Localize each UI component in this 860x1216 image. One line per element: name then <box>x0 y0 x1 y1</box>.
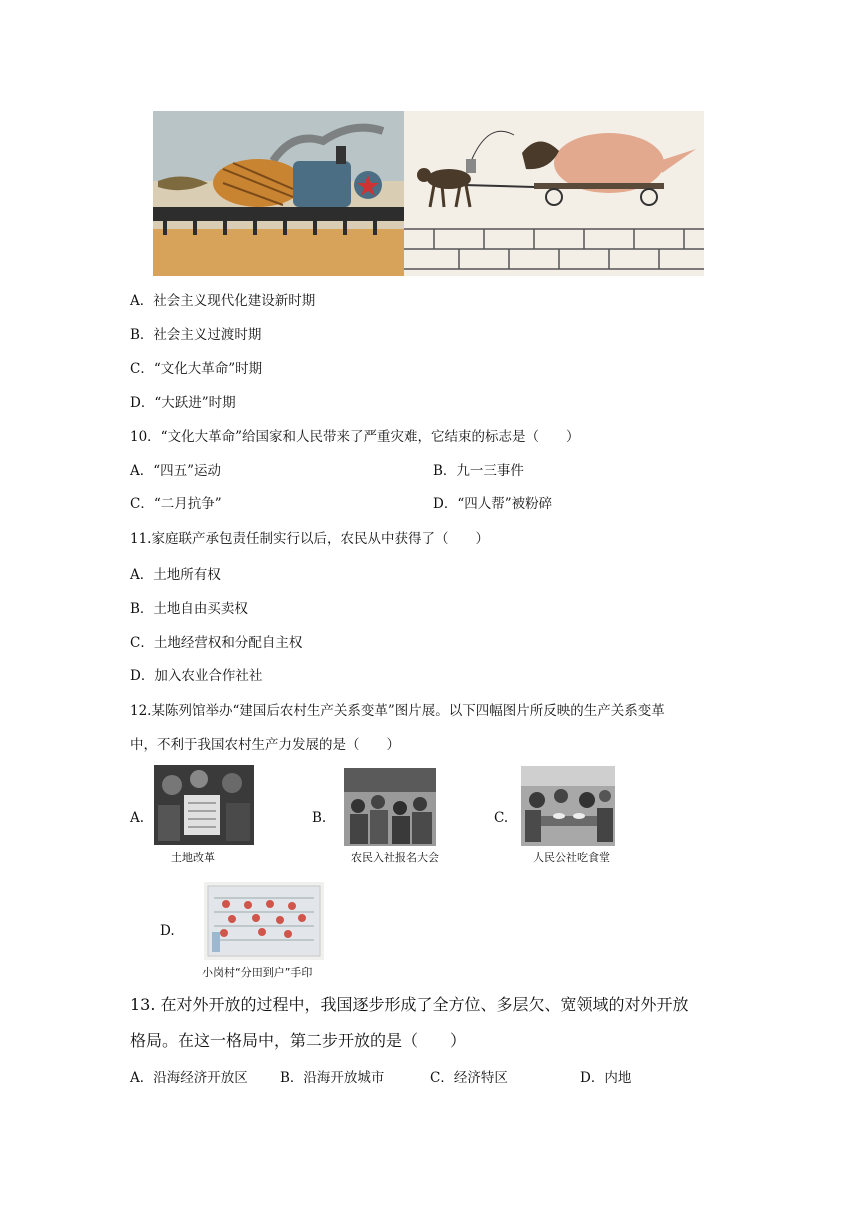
q13-option-d: D．内地 <box>580 1070 632 1086</box>
q12-option-a-caption: 土地改革 <box>171 851 215 864</box>
q12-stem-line1: 12.某陈列馆举办“建国后农村生产关系变革”图片展。以下四幅图片所反映的生产关系变革 <box>130 703 665 719</box>
q13-option-b: B．沿海开放城市 <box>280 1070 385 1086</box>
commune-canteen-photo <box>521 766 615 846</box>
q10-stem: 10．“文化大革命”给国家和人民带来了严重灾难，它结束的标志是（ ） <box>130 429 580 445</box>
q12-option-b-caption: 农民入社报名大会 <box>351 851 439 864</box>
q12-option-d-caption: 小岗村“分田到户”手印 <box>202 966 313 979</box>
q12-option-c-caption: 人民公社吃食堂 <box>533 851 610 864</box>
q12-option-d-letter: D. <box>160 923 175 939</box>
q10-option-c: C．“二月抗争” <box>130 496 222 512</box>
fingerprint-document-photo <box>204 882 324 960</box>
oxcart-cartoon-illustration <box>404 111 704 276</box>
q11-stem: 11.家庭联产承包责任制实行以后，农民从中获得了（ ） <box>130 531 489 547</box>
q12-option-a-letter: A. <box>130 810 145 826</box>
q9-option-c: C．“文化大革命”时期 <box>130 361 263 377</box>
q11-option-b: B．土地自由买卖权 <box>130 601 248 617</box>
q12-stem-line2: 中，不利于我国农村生产力发展的是（ ） <box>130 737 400 753</box>
q11-option-a: A．土地所有权 <box>130 567 221 583</box>
q13-stem-line1: 13. 在对外开放的过程中，我国逐步形成了全方位、多层欠、宽领域的对外开放 <box>130 995 689 1014</box>
cooperative-meeting-photo <box>344 768 436 846</box>
q13-stem-line2: 格局。在这一格局中，第二步开放的是（ ） <box>130 1031 467 1050</box>
q10-option-a: A．“四五”运动 <box>130 463 222 479</box>
q11-option-d: D．加入农业合作社社 <box>130 668 263 684</box>
q13-option-c: C．经济特区 <box>430 1070 508 1086</box>
land-reform-photo <box>154 765 254 845</box>
q9-option-d: D．“大跃进”时期 <box>130 395 236 411</box>
train-cartoon-illustration <box>153 111 404 276</box>
q12-option-b-letter: B. <box>312 810 327 826</box>
q13-option-a: A．沿海经济开放区 <box>130 1070 248 1086</box>
q9-option-b: B．社会主义过渡时期 <box>130 327 262 343</box>
q10-option-b: B．九一三事件 <box>433 463 524 479</box>
q12-option-c-letter: C. <box>494 810 509 826</box>
q9-option-a: A．社会主义现代化建设新时期 <box>130 293 316 309</box>
q10-option-d: D．“四人帮”被粉碎 <box>433 496 553 512</box>
q11-option-c: C．土地经营权和分配自主权 <box>130 635 303 651</box>
